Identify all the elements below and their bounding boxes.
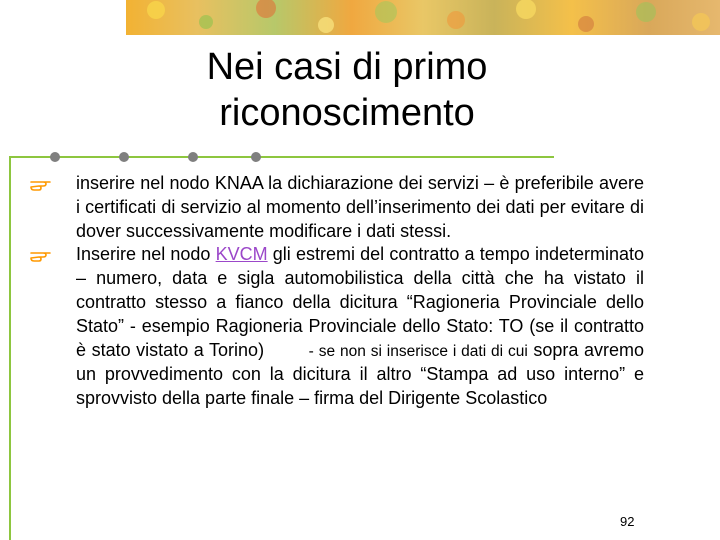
slide-title-line: riconoscimento: [219, 92, 475, 134]
decorative-dot: [251, 152, 261, 162]
bullet-item: [30, 172, 644, 243]
bullet-text: gli estremi del contratto a tempo indeterminato – numero, data e sigla automobilistica della città che ha vistato il contratto stesso a fianco della dicitura “Ragioneria Provinciale dello Stato” - esempio Ragioneria Provinciale dello Stato: TO (se il contratto è stato vistato a Torino): [76, 244, 645, 360]
bullet-text: Inserire nel nodo: [76, 244, 216, 265]
pointing-hand-icon: [30, 245, 52, 269]
slide-body: [30, 172, 644, 411]
decorative-dot: [50, 152, 60, 162]
bullet-text: sopra avremo un provvedimento con la dicitura il altro “Stampa ad uso interno” e sprovvisto della parte finale – firma del Dirigente Scolastico: [76, 339, 644, 409]
kvcm-link[interactable]: KVCM: [215, 244, 268, 265]
horizontal-accent-line: [9, 156, 554, 158]
vertical-accent-line: [9, 157, 11, 540]
slide-title: [140, 44, 554, 136]
decorative-dot: [188, 152, 198, 162]
bullet-text: inserire nel nodo KNAA la dichiarazione dei servizi – è preferibile avere i certificati di servizio al momento dell’inserimento dei dati per evitare di dover successivamente modificare i dati stessi.: [76, 173, 644, 241]
slide-title-line: Nei casi di primo: [206, 46, 488, 88]
decorative-banner: [126, 0, 720, 35]
pointing-hand-icon: [30, 174, 52, 198]
page-number: 92: [620, 514, 635, 529]
flower-pattern-image: [126, 0, 720, 35]
bullet-item: [30, 243, 644, 411]
decorative-dot: [119, 152, 129, 162]
bullet-note: - se non si inserisce i dati di cui: [308, 342, 528, 360]
